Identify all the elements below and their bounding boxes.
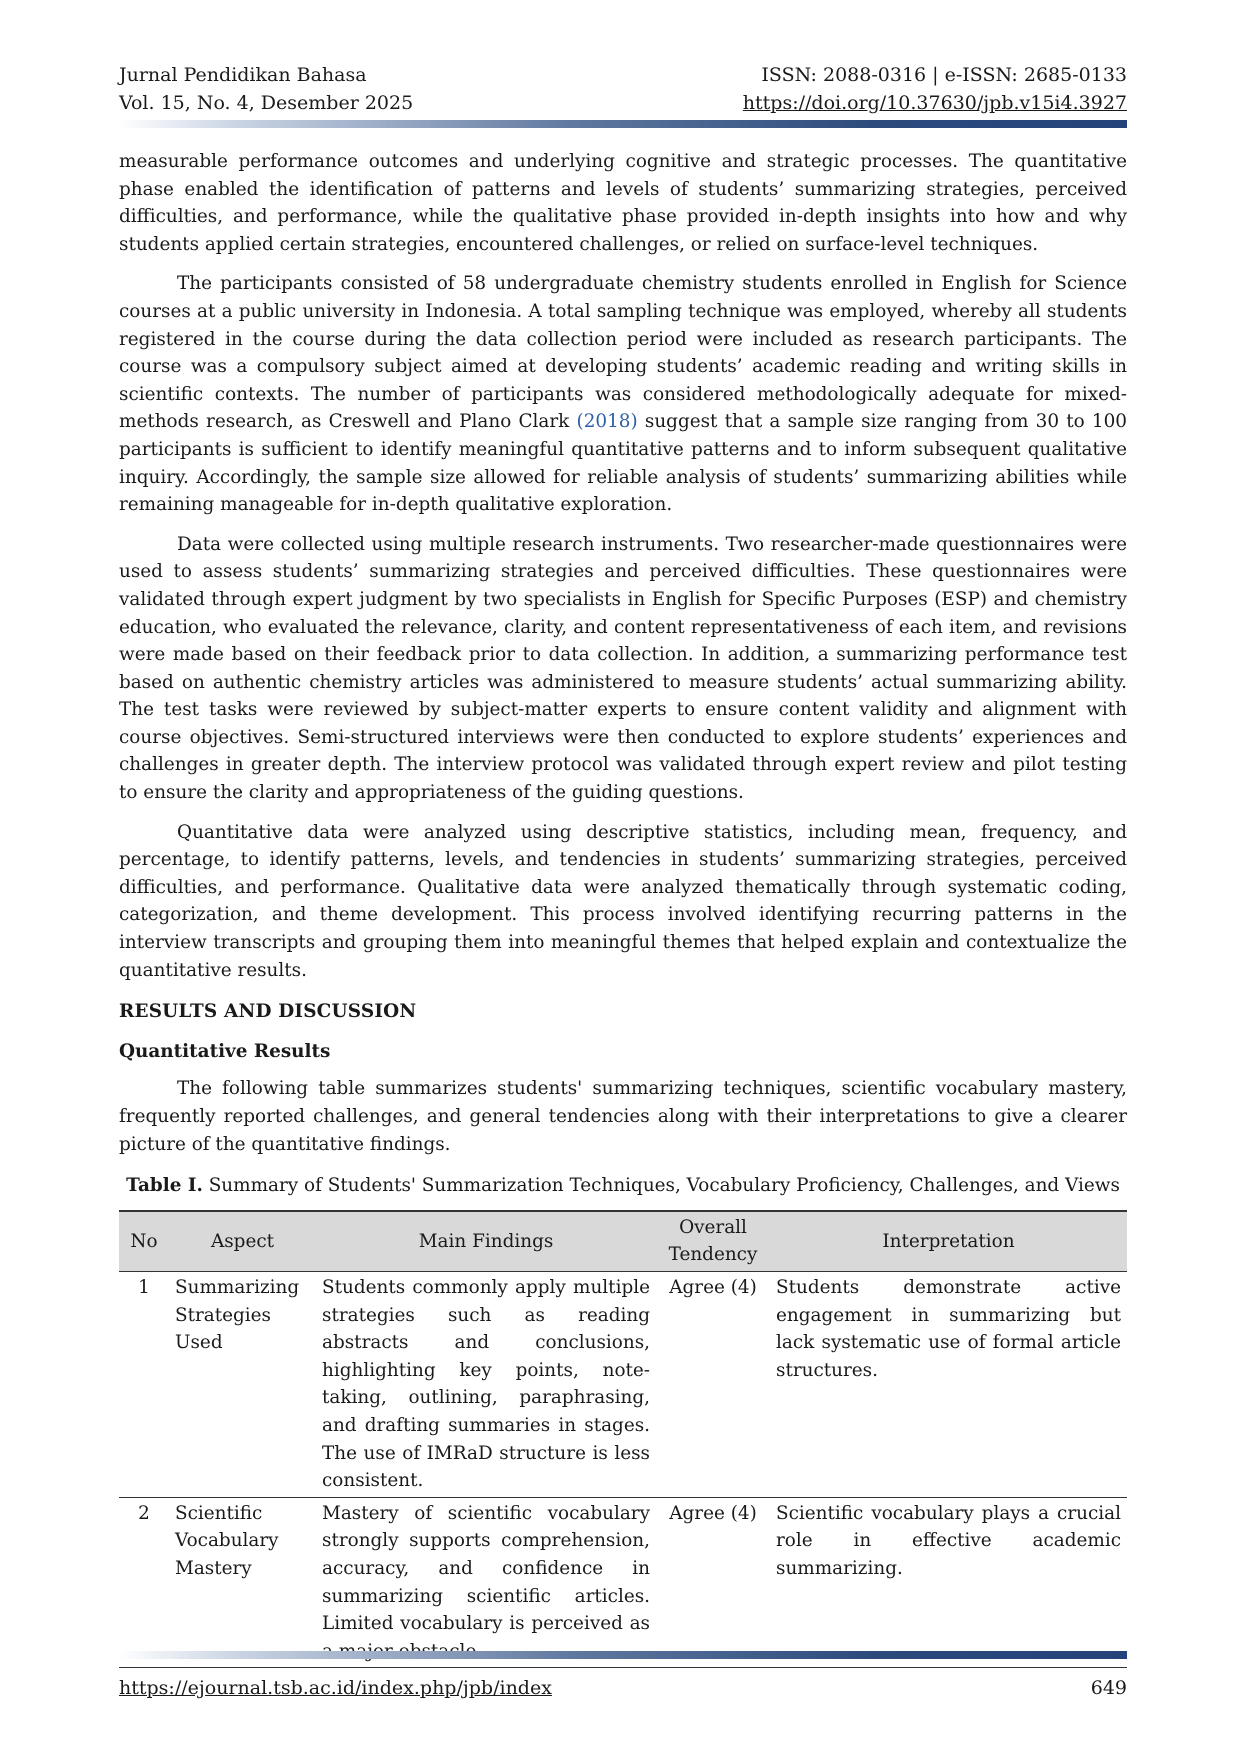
paragraph: The following table summarizes students' summarizing techniques, scientific vocabulary mastery, frequently reported challenges, and general tendencies along with their interpretations to give a clearer picture of the quantitative findings. xyxy=(119,1078,1127,1155)
journal-identifiers xyxy=(743,61,1127,117)
summary-table xyxy=(119,1210,1127,1669)
paragraph: Data were collected using multiple research instruments. Two researcher-made questionnaires were used to assess students’ summarizing strategies and perceived difficulties. These questionnaires were validated through expert judgment by two specialists in English for Specific Purposes (ESP) and chemistry education, who evaluated the relevance, clarity, and content representativeness of each item, and revisions were made based on their feedback prior to data collection. In addition, a summarizing performance test based on authentic chemistry articles was administered to measure students’ actual summarizing ability. The test tasks were reviewed by subject-matter experts to ensure content validity and alignment with course objectives. Semi-structured interviews were then conducted to explore students’ experiences and challenges in greater depth. The interview protocol was validated through expert review and pilot testing to ensure the clarity and appropriateness of the guiding questions. xyxy=(119,533,1127,804)
row-findings: Mastery of scientific vocabulary strongly supports comprehension, accuracy, and confidence in summarizing scientific articles. Limited vocabulary is perceived as xyxy=(316,1497,656,1668)
row-number: 1 xyxy=(119,1271,169,1497)
journal-url-link[interactable]: https://ejournal.tsb.ac.id/index.php/jpb/index xyxy=(119,1677,552,1699)
journal-page xyxy=(119,0,1127,1754)
journal-name: Jurnal Pendidikan Bahasa xyxy=(119,64,367,86)
article-body xyxy=(119,148,1127,1668)
table-row xyxy=(119,1271,1127,1497)
row-interpretation: Students demonstrate active engagement in summarizing but lack systematic use of formal article structures. xyxy=(770,1271,1127,1497)
journal-info xyxy=(119,61,413,117)
row-aspect: Summarizing Strategies Used xyxy=(169,1271,316,1497)
table-row xyxy=(119,1497,1127,1668)
column-header: Overall Tendency xyxy=(656,1211,770,1272)
header-rule xyxy=(119,120,1127,128)
row-findings: Students commonly apply multiple strategies such as reading abstracts and conclusions, highlighting key points, note-taking, outlining, paraphrasing, and drafting summaries in stages. The use of IMRaD structure is less consistent. xyxy=(316,1271,656,1497)
citation-link[interactable]: (2018) xyxy=(576,411,638,433)
row-tendency: Agree (4) xyxy=(656,1497,770,1668)
page-number: 649 xyxy=(1090,1677,1127,1699)
section-heading: RESULTS AND DISCUSSION xyxy=(119,1001,417,1023)
row-number: 2 xyxy=(119,1497,169,1668)
column-header: No xyxy=(119,1211,169,1272)
table-header-row xyxy=(119,1211,1127,1272)
paragraph: Quantitative data were analyzed using descriptive statistics, including mean, frequency, and percentage, to identify patterns, levels, and tendencies in students’ summarizing strategies, perceived difficulties, and performance. Qualitative data were analyzed thematically through systematic coding, categorization, and theme development. This process involved identifying recurring patterns in the interview transcripts and grouping them into meaningful themes that helped explain and contextualize the quantitative results. xyxy=(119,821,1127,981)
column-header: Interpretation xyxy=(770,1211,1127,1272)
column-header: Aspect xyxy=(169,1211,316,1272)
paragraph-participants: The participants consisted of 58 undergraduate chemistry students enrolled in English for Science courses at a public university in Indonesia. A total sampling technique was employed, whereby all students registered in the course during the data collection period were included as research participants. The course was a compulsory subject aimed at developing students’ academic reading and writing skills in scientific contexts. The number of participants was considered methodologically adequate for mixed-methods research, as Creswell and Plano Clark (2018) suggest that a sample size ranging from 30 to 100 participants is sufficient to identify meaningful quantitative patterns and to inform subsequent qualitative inquiry. Accordingly, the sample size allowed for reliable analysis of students’ summarizing abilities while remaining manageable for in-depth qualitative exploration. xyxy=(119,273,1127,516)
doi-link[interactable]: https://doi.org/10.37630/jpb.v15i4.3927 xyxy=(742,92,1127,114)
subsection-heading: Quantitative Results xyxy=(119,1040,331,1062)
row-aspect: Scientific Vocabulary Mastery xyxy=(169,1497,316,1668)
journal-volume: Vol. 15, No. 4, Desember 2025 xyxy=(119,92,414,114)
column-header: Main Findings xyxy=(316,1211,656,1272)
issn: ISSN: 2088-0316 | e-ISSN: 2685-0133 xyxy=(761,64,1127,86)
row-interpretation: Scientific vocabulary plays a crucial role in effective academic summarizing. xyxy=(770,1497,1127,1668)
row-tendency: Agree (4) xyxy=(656,1271,770,1497)
table-caption: Table I. Summary of Students' Summarization Techniques, Vocabulary Proficiency, Challenges, and Views xyxy=(126,1175,1120,1197)
paragraph: measurable performance outcomes and underlying cognitive and strategic processes. The quantitative phase enabled the identification of patterns and levels of students’ summarizing strategies, perceived difficulties, and performance, while the qualitative phase provided in-depth insights into how and why students applied certain strategies, encountered challenges, or relied on surface-level techniques. xyxy=(119,151,1127,255)
footer-rule xyxy=(119,1651,1127,1659)
